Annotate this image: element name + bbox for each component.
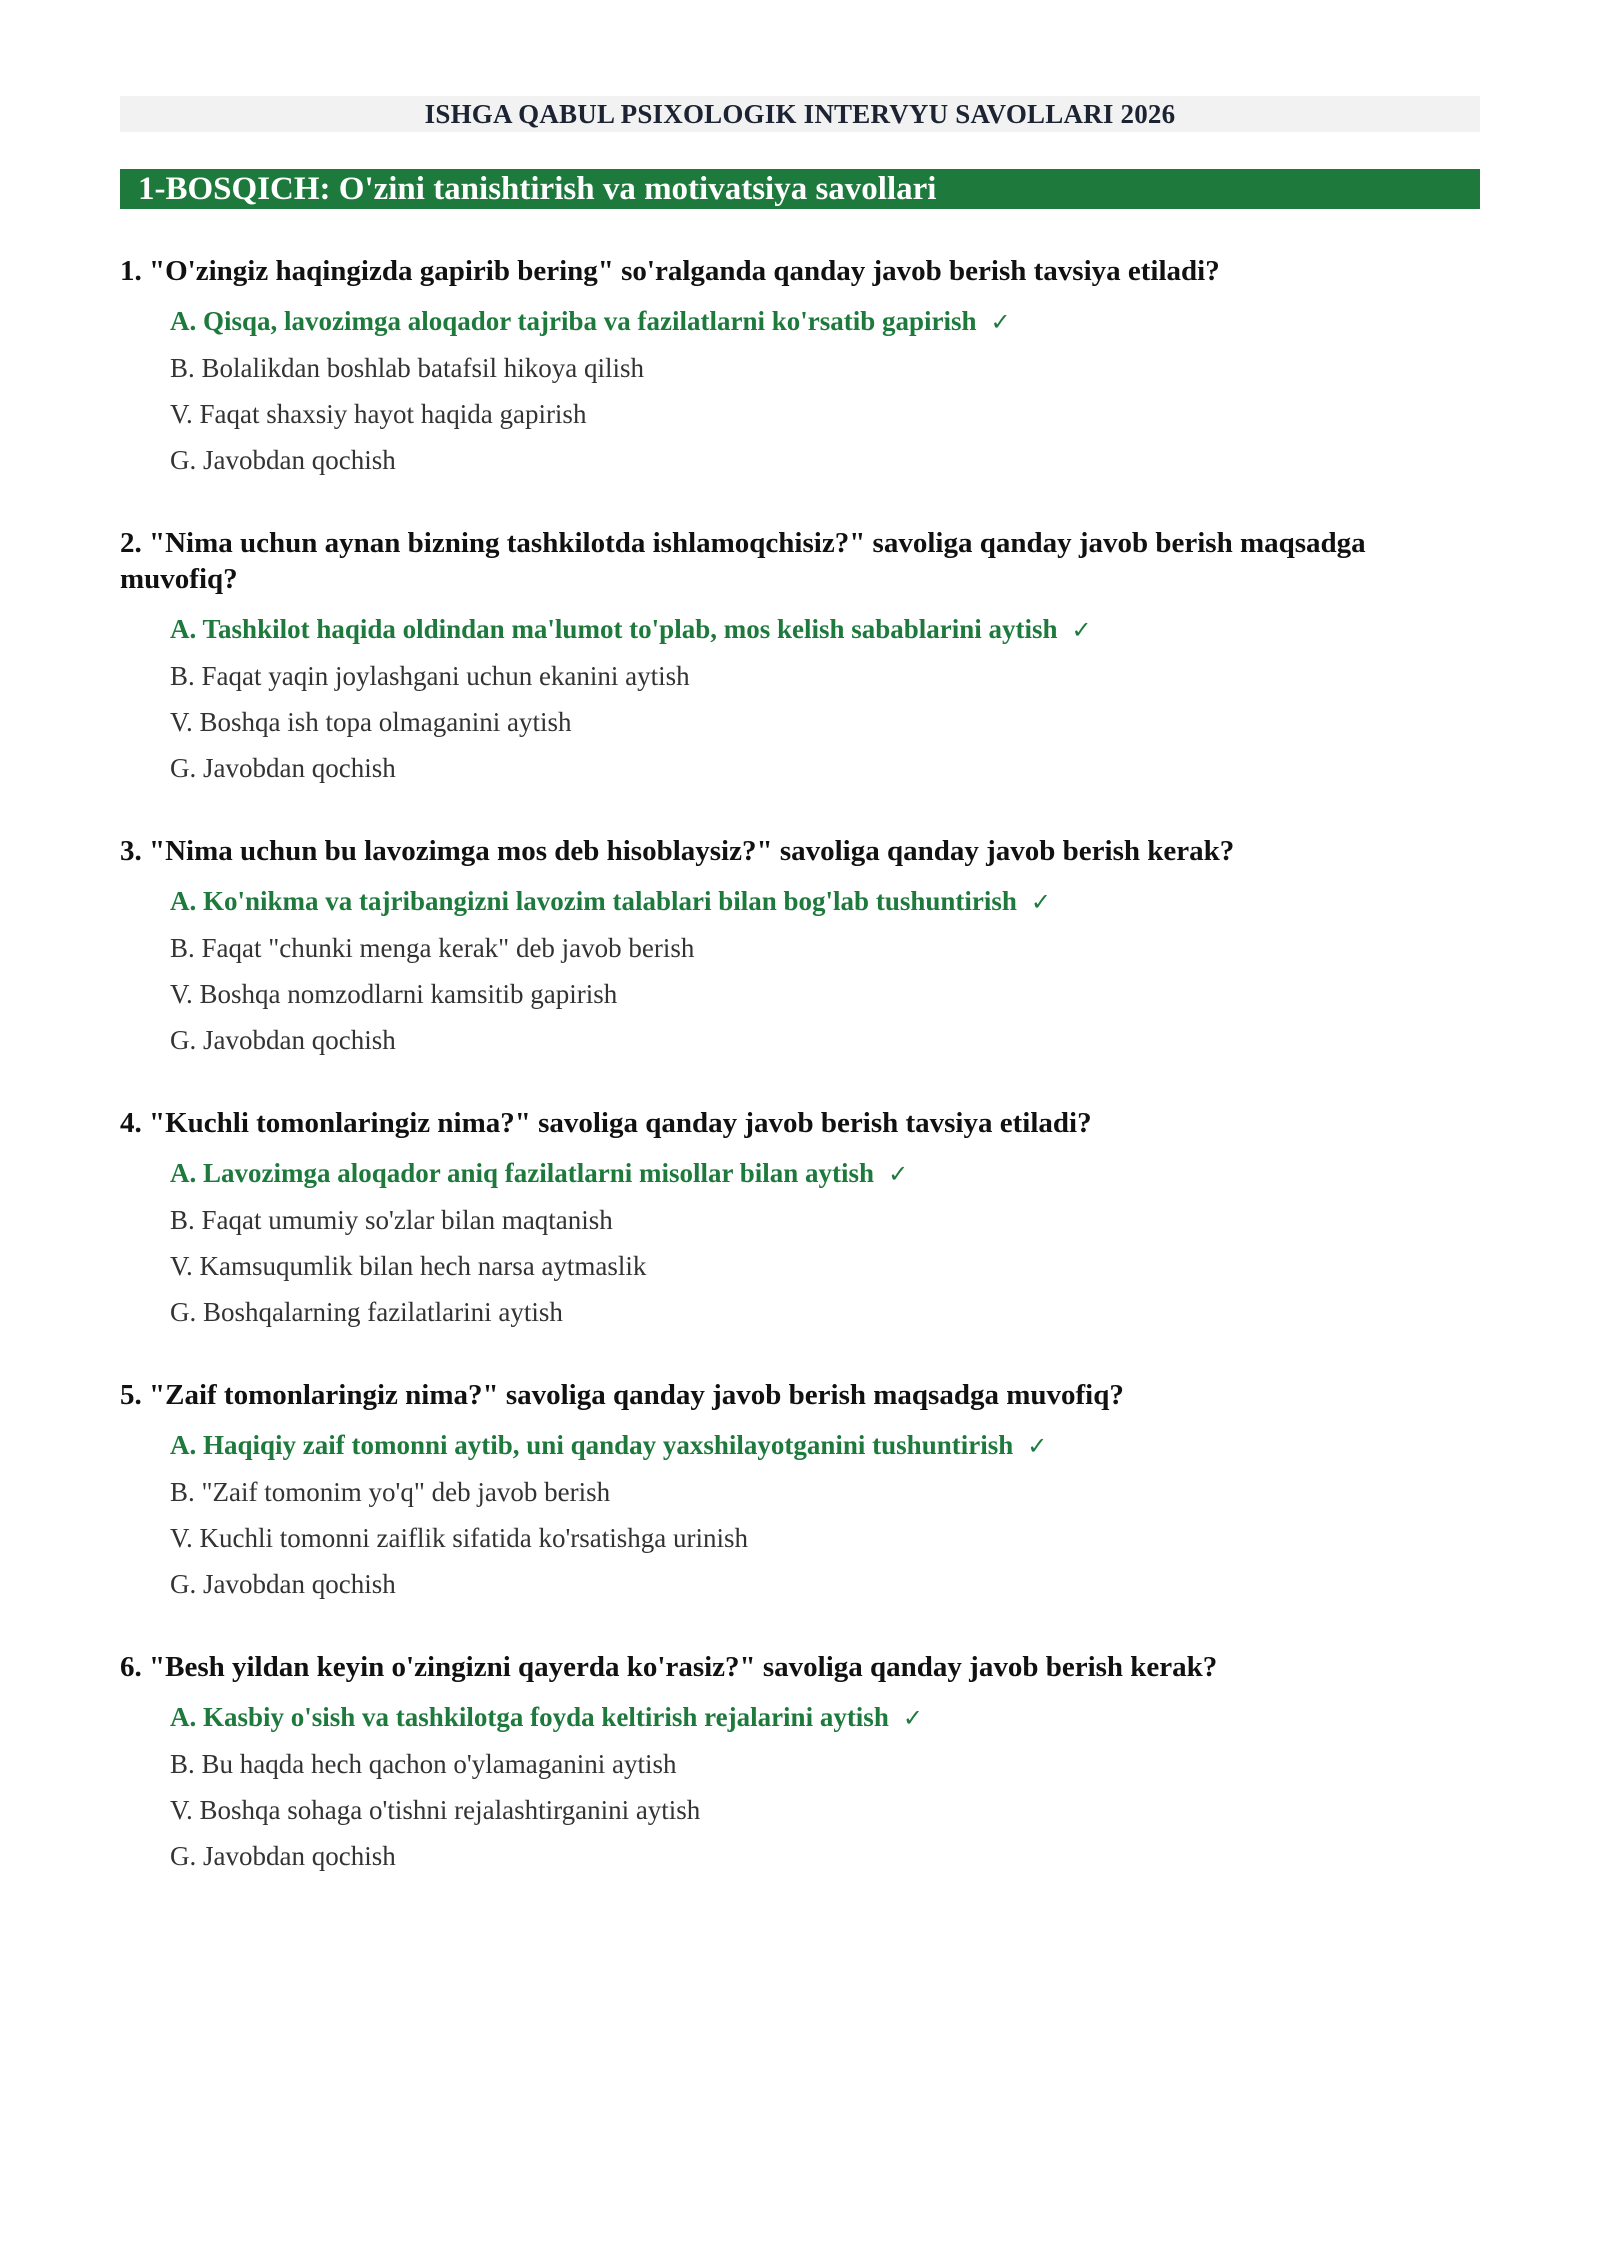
answer-option: V. Boshqa ish topa olmaganini aytish xyxy=(170,707,572,737)
answer-option: G. Javobdan qochish xyxy=(170,1569,396,1599)
question-text: 5. "Zaif tomonlaringiz nima?" savoliga qanday javob berish maqsadga muvofiq? xyxy=(120,1379,1124,1411)
check-icon: ✓ xyxy=(1071,616,1092,644)
answer-options xyxy=(120,606,1480,791)
option-label: A. Lavozimga aloqador aniq fazilatlarni misollar bilan aytish xyxy=(170,1158,875,1188)
question-1 xyxy=(120,253,1480,483)
answer-option: V. Kamsuqumlik bilan hech narsa aytmaslik xyxy=(170,1251,647,1281)
document-title: ISHGA QABUL PSIXOLOGIK INTERVYU SAVOLLARI 2026 xyxy=(120,96,1480,132)
answer-option-correct xyxy=(170,606,1480,653)
question-4 xyxy=(120,1105,1480,1335)
question-2 xyxy=(120,525,1480,791)
question-list xyxy=(120,253,1480,1879)
answer-option: B. Bu haqda hech qachon o'ylamaganini aytish xyxy=(170,1749,677,1779)
question-text: 3. "Nima uchun bu lavozimga mos deb hisoblaysiz?" savoliga qanday javob berish kerak? xyxy=(120,835,1235,867)
answer-option: B. Faqat umumiy so'zlar bilan maqtanish xyxy=(170,1205,613,1235)
answer-option-correct xyxy=(170,1694,1480,1741)
answer-option: V. Boshqa nomzodlarni kamsitib gapirish xyxy=(170,979,618,1009)
option-label: A. Kasbiy o'sish va tashkilotga foyda keltirish rejalarini aytish xyxy=(170,1702,889,1732)
answer-options xyxy=(120,1150,1480,1335)
answer-option: B. "Zaif tomonim yo'q" deb javob berish xyxy=(170,1477,611,1507)
answer-option-correct xyxy=(170,298,1480,345)
question-text: 1. "O'zingiz haqingizda gapirib bering" so'ralganda qanday javob berish tavsiya etiladi? xyxy=(120,255,1220,287)
answer-option: G. Boshqalarning fazilatlarini aytish xyxy=(170,1297,563,1327)
answer-option: G. Javobdan qochish xyxy=(170,753,396,783)
answer-option: B. Bolalikdan boshlab batafsil hikoya qilish xyxy=(170,353,644,383)
answer-option-correct xyxy=(170,878,1480,925)
check-icon: ✓ xyxy=(1027,1432,1048,1460)
answer-option: G. Javobdan qochish xyxy=(170,1025,396,1055)
option-label: A. Tashkilot haqida oldindan ma'lumot to'plab, mos kelish sabablarini aytish xyxy=(170,614,1058,644)
answer-options xyxy=(120,298,1480,483)
question-text: 6. "Besh yildan keyin o'zingizni qayerda ko'rasiz?" savoliga qanday javob berish kerak? xyxy=(120,1651,1218,1683)
check-icon: ✓ xyxy=(902,1704,923,1732)
answer-option: B. Faqat yaqin joylashgani uchun ekanini aytish xyxy=(170,661,690,691)
check-icon: ✓ xyxy=(990,308,1011,336)
option-label: A. Qisqa, lavozimga aloqador tajriba va fazilatlarni ko'rsatib gapirish xyxy=(170,306,977,336)
answer-options xyxy=(120,1694,1480,1879)
answer-options xyxy=(120,1422,1480,1607)
question-5 xyxy=(120,1377,1480,1607)
question-text: 2. "Nima uchun aynan bizning tashkilotda ishlamoqchisiz?" savoliga qanday javob berish maqsadga muvofiq? xyxy=(120,527,1366,595)
answer-option: B. Faqat "chunki menga kerak" deb javob berish xyxy=(170,933,695,963)
answer-option: V. Boshqa sohaga o'tishni rejalashtirganini aytish xyxy=(170,1795,701,1825)
check-icon: ✓ xyxy=(888,1160,909,1188)
answer-option: G. Javobdan qochish xyxy=(170,1841,396,1871)
option-label: A. Haqiqiy zaif tomonni aytib, uni qanday yaxshilayotganini tushuntirish xyxy=(170,1430,1014,1460)
answer-option: V. Faqat shaxsiy hayot haqida gapirish xyxy=(170,399,587,429)
question-6 xyxy=(120,1649,1480,1879)
question-text: 4. "Kuchli tomonlaringiz nima?" savoliga qanday javob berish tavsiya etiladi? xyxy=(120,1107,1092,1139)
answer-options xyxy=(120,878,1480,1063)
answer-option: G. Javobdan qochish xyxy=(170,445,396,475)
question-3 xyxy=(120,833,1480,1063)
check-icon: ✓ xyxy=(1030,888,1051,916)
answer-option-correct xyxy=(170,1422,1480,1469)
answer-option-correct xyxy=(170,1150,1480,1197)
section-header: 1-BOSQICH: O'zini tanishtirish va motivatsiya savollari xyxy=(120,169,1480,209)
option-label: A. Ko'nikma va tajribangizni lavozim talablari bilan bog'lab tushuntirish xyxy=(170,886,1017,916)
document-page xyxy=(120,96,1480,1879)
answer-option: V. Kuchli tomonni zaiflik sifatida ko'rsatishga urinish xyxy=(170,1523,749,1553)
